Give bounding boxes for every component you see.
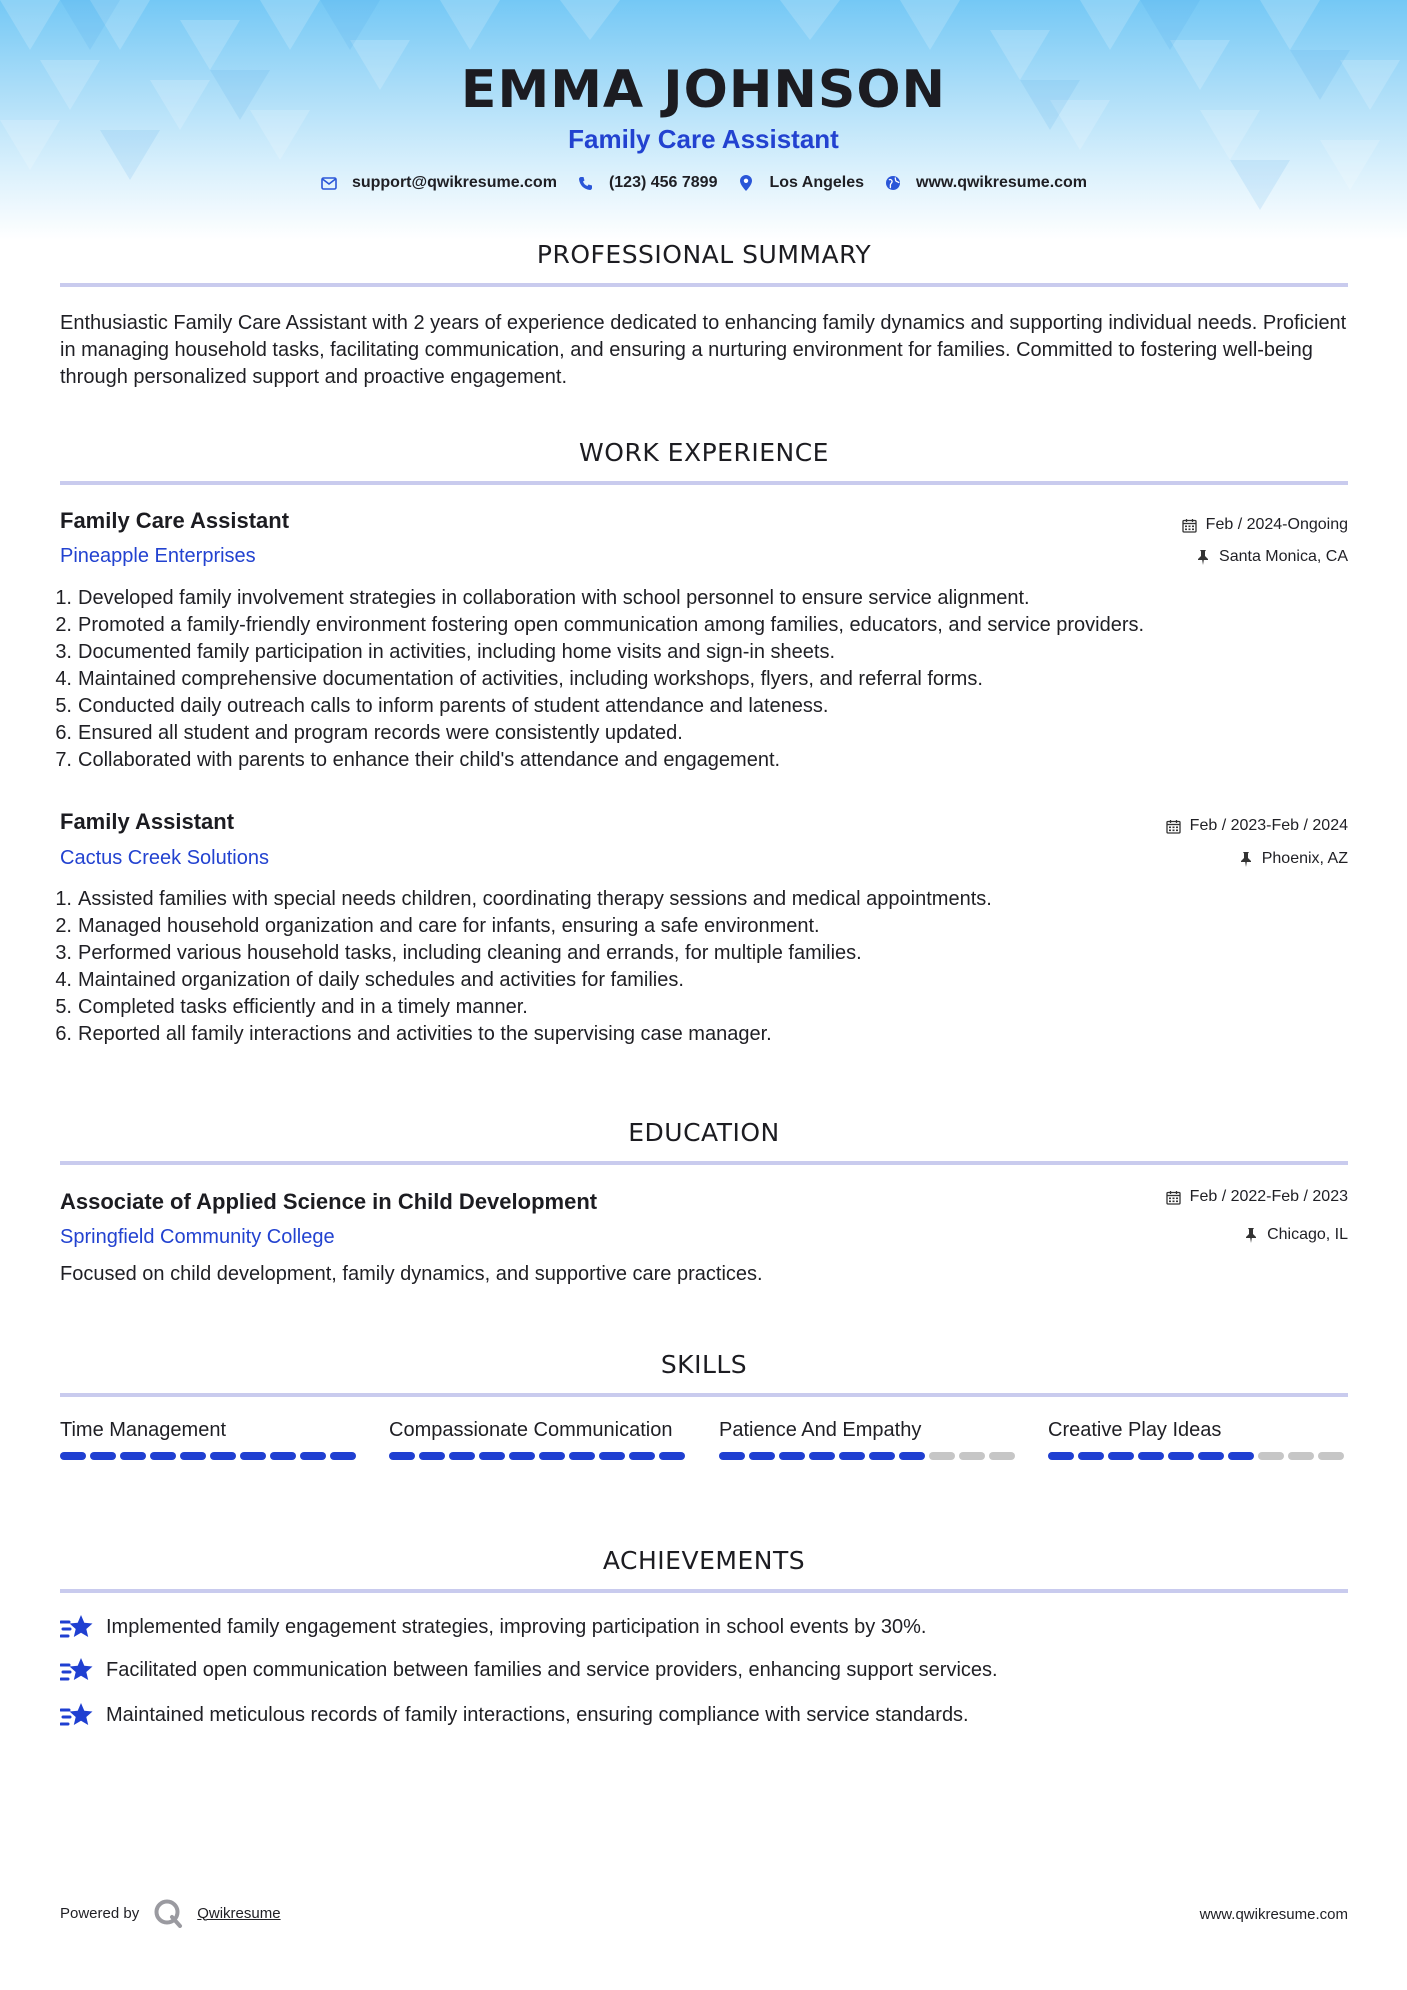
skill-level-segment — [539, 1452, 565, 1460]
list-item: 3. Documented family participation in activities, including home visits and sign-in sheets. — [55, 641, 836, 663]
degree-title: Associate of Applied Science in Child Development — [60, 1189, 598, 1214]
skill-level-segment — [1168, 1452, 1194, 1460]
pushpin-icon — [1195, 549, 1211, 565]
skill-level-segment — [929, 1452, 955, 1460]
skill-level-segment — [240, 1452, 266, 1460]
school-name: Springfield Community College — [60, 1226, 335, 1248]
job-location-text: Phoenix, AZ — [1261, 850, 1348, 867]
contact-email-text: support@qwikresume.com — [351, 174, 557, 191]
skill-level-segment — [1078, 1452, 1104, 1460]
skill-level-segment — [1198, 1452, 1224, 1460]
list-item: 4. Maintained organization of daily schedules and activities for families. — [55, 969, 684, 991]
contact-phone[interactable] — [577, 174, 718, 192]
achievement-item — [60, 1700, 969, 1730]
list-item: 3. Performed various household tasks, including cleaning and errands, for multiple families. — [55, 942, 862, 964]
skill-level-segment — [629, 1452, 655, 1460]
skill-level-segment — [1138, 1452, 1164, 1460]
calendar-icon — [1166, 1189, 1182, 1205]
skill-level-segment — [809, 1452, 835, 1460]
shooting-star-icon — [60, 1700, 94, 1730]
skill-level-segment — [1108, 1452, 1134, 1460]
skill-level-segment — [1258, 1452, 1284, 1460]
skill-level-segment — [330, 1452, 356, 1460]
skill-level-segment — [449, 1452, 475, 1460]
skill-level-segment — [60, 1452, 86, 1460]
candidate-name: EMMA JOHNSON — [460, 60, 947, 120]
list-item: 6. Ensured all student and program records were consistently updated. — [55, 722, 683, 744]
footer-powered-by — [60, 1898, 281, 1928]
skill-level-segment — [150, 1452, 176, 1460]
education-date — [1166, 1188, 1348, 1206]
education-description: Focused on child development, family dynamics, and supportive care practices. — [60, 1263, 763, 1285]
skill-level-segment — [120, 1452, 146, 1460]
summary-heading: PROFESSIONAL SUMMARY — [536, 240, 872, 269]
job-date-text: Feb / 2024-Ongoing — [1205, 516, 1348, 533]
job-title: Family Care Assistant — [60, 508, 290, 533]
experience-divider — [60, 481, 1348, 485]
skill-name: Compassionate Communication — [389, 1419, 673, 1441]
candidate-role: Family Care Assistant — [568, 124, 839, 154]
achievement-text: Facilitated open communication between families and service providers, enhancing support services. — [106, 1658, 998, 1681]
skill-level-bar — [1048, 1452, 1348, 1460]
list-item: 5. Completed tasks efficiently and in a timely manner. — [55, 996, 528, 1018]
skill-level-segment — [899, 1452, 925, 1460]
job-date — [1182, 516, 1348, 534]
education-location — [1243, 1226, 1348, 1244]
summary-text: Enthusiastic Family Care Assistant with 2 years of experience dedicated to enhancing family dynamics and supporting individual needs. Proficient in managing household tasks, facilitating communication, and ensuring a nurturing environment for families. Committed to fostering well-being through personalized support and proactive engagement. — [60, 312, 1347, 388]
job-date — [1166, 817, 1348, 835]
job-duties-list — [50, 585, 1350, 774]
education-date-text: Feb / 2022-Feb / 2023 — [1189, 1188, 1348, 1205]
skill-level-segment — [479, 1452, 505, 1460]
globe-icon — [884, 174, 902, 192]
skill-level-segment — [1228, 1452, 1254, 1460]
footer-url[interactable]: www.qwikresume.com — [1199, 1906, 1348, 1923]
contact-website-text: www.qwikresume.com — [916, 174, 1088, 191]
achievement-text: Implemented family engagement strategies, improving participation in school events by 30%. — [106, 1615, 927, 1638]
achievement-item — [60, 1655, 998, 1685]
skill-level-bar — [389, 1452, 689, 1460]
skill-level-segment — [659, 1452, 685, 1460]
qwikresume-link[interactable]: Qwikresume — [197, 1904, 281, 1922]
phone-icon — [577, 174, 595, 192]
skill-name: Creative Play Ideas — [1048, 1419, 1222, 1441]
skill-level-segment — [389, 1452, 415, 1460]
job-company: Pineapple Enterprises — [60, 545, 256, 567]
map-marker-icon — [737, 174, 755, 192]
achievement-item — [60, 1612, 926, 1642]
calendar-icon — [1182, 517, 1198, 533]
job-location — [1238, 850, 1348, 868]
education-location-text: Chicago, IL — [1267, 1226, 1348, 1243]
skill-item — [60, 1417, 360, 1460]
skills-divider — [60, 1393, 1348, 1397]
skill-level-segment — [599, 1452, 625, 1460]
shooting-star-icon — [60, 1612, 94, 1642]
shooting-star-icon — [60, 1655, 94, 1685]
skill-level-segment — [509, 1452, 535, 1460]
list-item: 5. Conducted daily outreach calls to inform parents of student attendance and lateness. — [55, 695, 829, 717]
job-duties-list — [50, 886, 1350, 1048]
powered-by-label: Powered by — [60, 1904, 140, 1922]
envelope-icon — [320, 174, 338, 192]
skill-level-segment — [419, 1452, 445, 1460]
job-title: Family Assistant — [60, 809, 235, 834]
skill-level-segment — [569, 1452, 595, 1460]
skill-level-segment — [1318, 1452, 1344, 1460]
skill-level-segment — [749, 1452, 775, 1460]
experience-heading: WORK EXPERIENCE — [579, 438, 829, 467]
skill-level-segment — [989, 1452, 1015, 1460]
skill-level-segment — [300, 1452, 326, 1460]
skill-item — [1048, 1417, 1348, 1460]
skill-level-segment — [869, 1452, 895, 1460]
list-item: 2. Promoted a family-friendly environment fostering open communication among families, educators, and service providers. — [55, 614, 1145, 636]
summary-divider — [60, 283, 1348, 287]
skill-level-bar — [719, 1452, 1019, 1460]
skill-level-segment — [270, 1452, 296, 1460]
pushpin-icon — [1243, 1227, 1259, 1243]
contact-phone-text: (123) 456 7899 — [608, 174, 718, 191]
job-location-text: Santa Monica, CA — [1219, 548, 1348, 565]
list-item: 1. Assisted families with special needs children, coordinating therapy sessions and medical appointments. — [55, 888, 992, 910]
education-divider — [60, 1161, 1348, 1165]
skill-level-segment — [719, 1452, 745, 1460]
achievements-divider — [60, 1589, 1348, 1593]
skill-level-segment — [90, 1452, 116, 1460]
skill-level-bar — [60, 1452, 360, 1460]
contact-email[interactable] — [320, 174, 557, 192]
skills-heading: SKILLS — [660, 1350, 748, 1379]
list-item: 1. Developed family involvement strategies in collaboration with school personnel to ensure service alignment. — [55, 587, 1030, 609]
list-item: 7. Collaborated with parents to enhance their child's attendance and engagement. — [55, 749, 781, 771]
contact-location-text: Los Angeles — [769, 174, 865, 191]
contact-location — [737, 174, 864, 192]
list-item: 2. Managed household organization and care for infants, ensuring a safe environment. — [55, 915, 820, 937]
job-location — [1195, 548, 1348, 566]
calendar-icon — [1166, 818, 1182, 834]
job-date-text: Feb / 2023-Feb / 2024 — [1189, 817, 1348, 834]
skill-name: Patience And Empathy — [719, 1419, 922, 1441]
achievements-heading: ACHIEVEMENTS — [602, 1546, 806, 1575]
skill-level-segment — [779, 1452, 805, 1460]
contact-bar — [0, 174, 1407, 192]
list-item: 4. Maintained comprehensive documentation of activities, including workshops, flyers, and referral forms. — [55, 668, 983, 690]
skill-item — [389, 1417, 689, 1460]
pushpin-icon — [1238, 851, 1254, 867]
skill-level-segment — [210, 1452, 236, 1460]
list-item: 6. Reported all family interactions and activities to the supervising case manager. — [55, 1023, 772, 1045]
skill-level-segment — [180, 1452, 206, 1460]
resume-header — [0, 58, 1407, 192]
contact-website[interactable] — [884, 174, 1087, 192]
skill-level-segment — [1288, 1452, 1314, 1460]
skill-name: Time Management — [60, 1419, 226, 1441]
job-company: Cactus Creek Solutions — [60, 847, 269, 869]
qwikresume-logo-icon — [153, 1898, 183, 1928]
skill-item — [719, 1417, 1019, 1460]
achievement-text: Maintained meticulous records of family interactions, ensuring compliance with service standards. — [106, 1703, 969, 1726]
education-heading: EDUCATION — [628, 1118, 780, 1147]
skill-level-segment — [959, 1452, 985, 1460]
skill-level-segment — [1048, 1452, 1074, 1460]
skill-level-segment — [839, 1452, 865, 1460]
